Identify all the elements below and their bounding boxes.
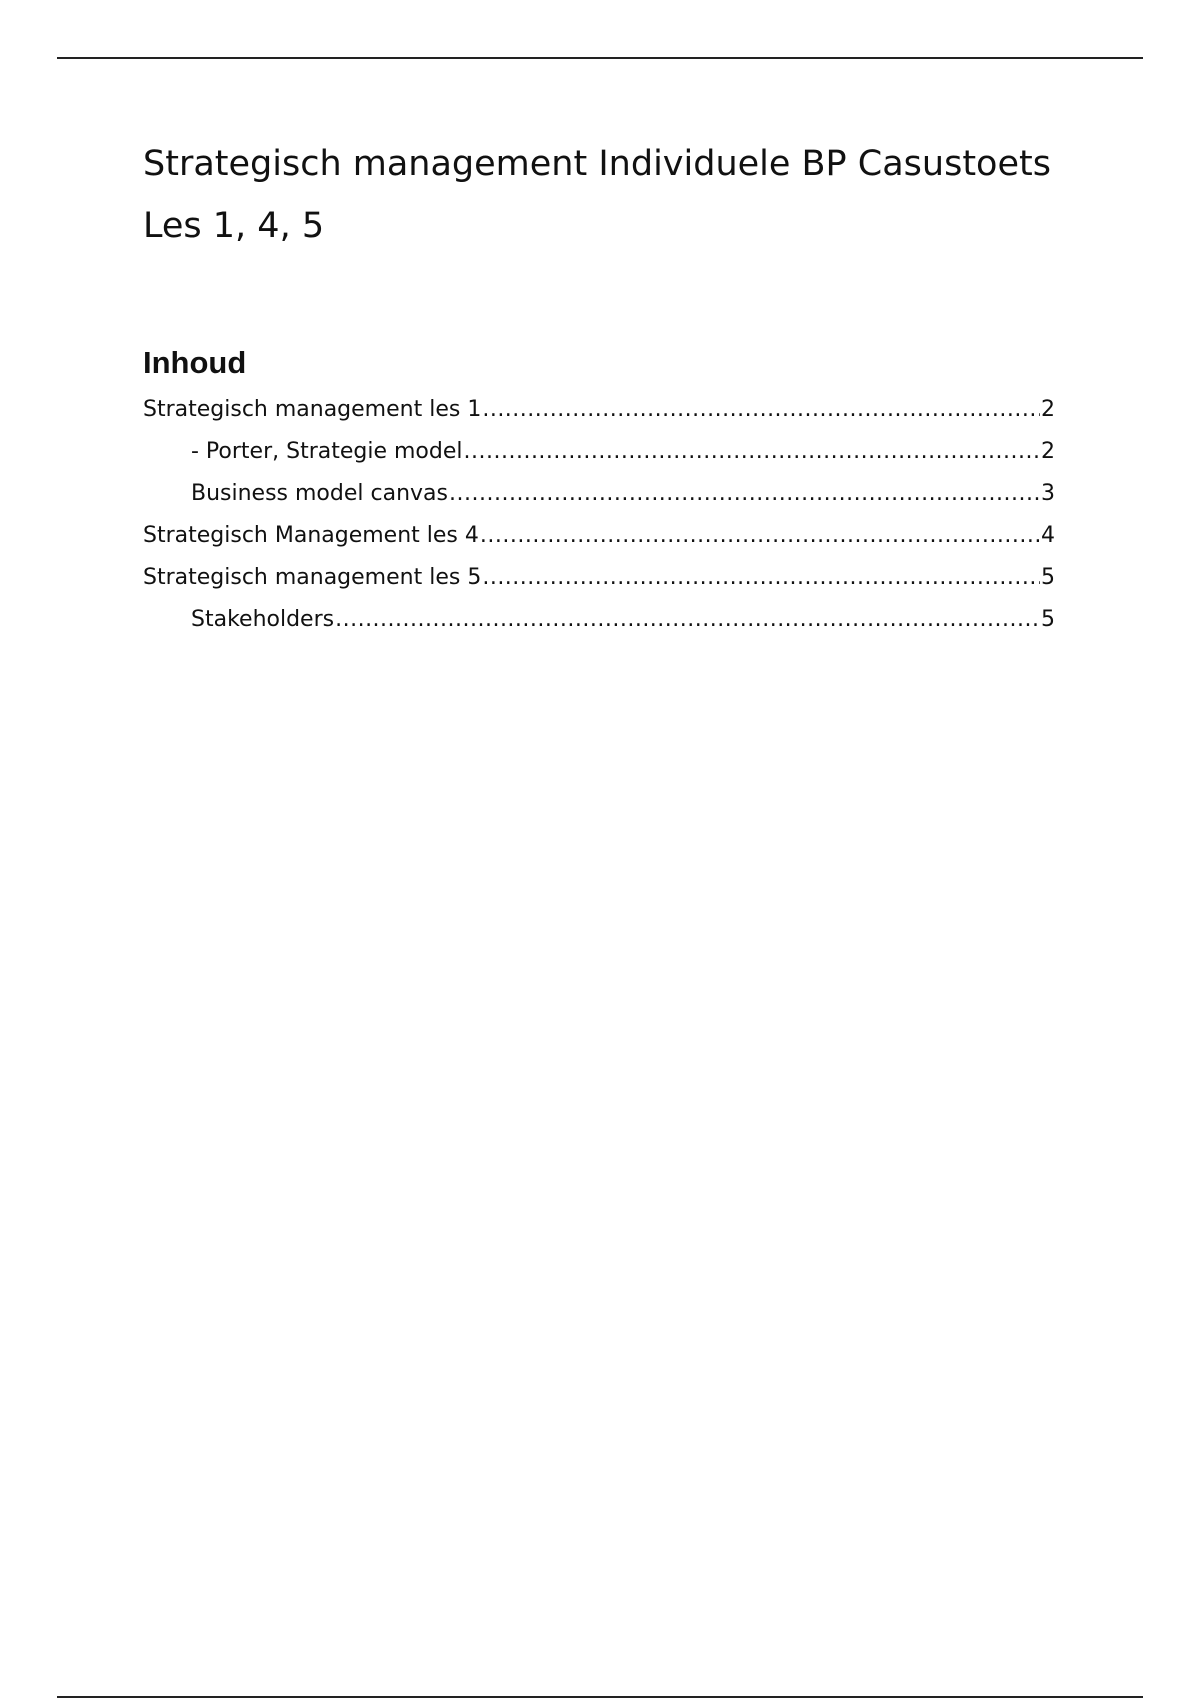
toc-entry[interactable]: [143, 557, 1055, 599]
toc-page-number: 5: [1041, 607, 1055, 632]
toc-dot-leader: [449, 473, 1040, 515]
toc-heading: Inhoud: [143, 345, 247, 380]
toc-page-number: 2: [1041, 397, 1055, 422]
toc-dot-leader: [482, 389, 1040, 431]
toc-entry[interactable]: [143, 515, 1055, 557]
table-of-contents: [143, 389, 1055, 641]
toc-dot-leader: [464, 431, 1041, 473]
toc-entry[interactable]: [143, 431, 1055, 473]
toc-page-number: 5: [1041, 565, 1055, 590]
toc-entry-text: Stakeholders: [191, 607, 335, 632]
footer-rule: [57, 1696, 1143, 1698]
toc-entry[interactable]: [143, 473, 1055, 515]
toc-entry[interactable]: [143, 389, 1055, 431]
toc-page-number: 2: [1041, 439, 1055, 464]
toc-dot-leader: [482, 557, 1040, 599]
toc-entry-text: Strategisch management les 1: [143, 397, 482, 422]
toc-page-number: 3: [1041, 481, 1055, 506]
toc-page-number: 4: [1041, 523, 1055, 548]
header-rule: [57, 57, 1143, 59]
toc-dot-leader: [480, 515, 1040, 557]
page-content: [143, 140, 1057, 641]
document-title: Strategisch management Individuele BP Casustoets: [143, 144, 1051, 184]
toc-dot-leader: [335, 599, 1040, 641]
toc-entry[interactable]: [143, 599, 1055, 641]
toc-entry-text: Strategisch Management les 4: [143, 523, 479, 548]
document-subtitle: Les 1, 4, 5: [143, 206, 325, 246]
toc-entry-text: - Porter, Strategie model: [191, 439, 463, 464]
toc-entry-text: Strategisch management les 5: [143, 565, 482, 590]
toc-entry-text: Business model canvas: [191, 481, 448, 506]
